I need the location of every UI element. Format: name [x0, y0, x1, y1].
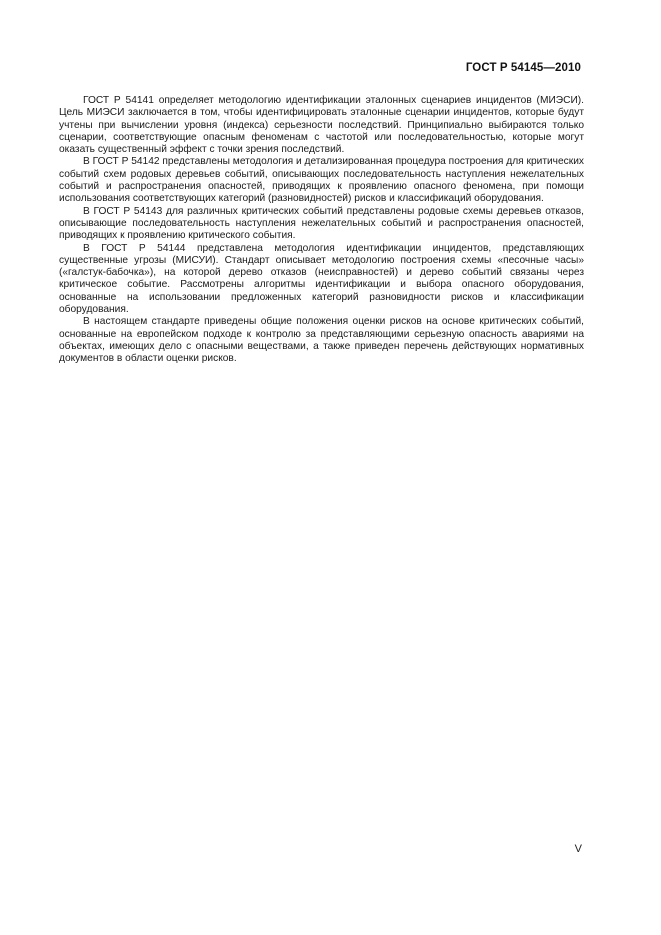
- paragraph-gost-54144: В ГОСТ Р 54144 представлена методология идентификации инцидентов, представляющих существенные угрозы (МИСУИ). Стандарт описывает методологию построения схемы «песочные часы» («галстук-бабочка»), на которой дерево отказов (неисправностей) и дерево событий связаны через критическое событие. Рассмотрены алгоритмы идентификации и выбора опасного оборудования, основанные на использовании предложенных категорий разновидности рисков и классификации оборудования.: [59, 242, 584, 316]
- page-number: V: [574, 843, 582, 855]
- paragraph-gost-54143: В ГОСТ Р 54143 для различных критических событий представлены родовые схемы деревьев отказов, описывающие последовательность наступления нежелательных событий и распространения опасностей, приводящих к проявлению критического события.: [59, 205, 584, 242]
- paragraph-gost-54141: ГОСТ Р 54141 определяет методологию идентификации эталонных сценариев инцидентов (МИЭСИ). Цель МИЭСИ заключается в том, чтобы идентифицировать эталонные сценарии инцидентов, которые будут учтены при вычислении уровня (индекса) серьезности последствий. Принципиально выбираются только сценарии, соответствующие опасным феноменам с частотой или последовательностью, которые могут оказать существенный эффект с точки зрения последствий.: [59, 95, 584, 156]
- paragraph-this-standard: В настоящем стандарте приведены общие положения оценки рисков на основе критических событий, основанные на европейском подходе к контролю за представляющими серьезную опасность авариями на объектах, имеющих дело с опасными веществами, а также приведен перечень действующих нормативных документов в области оценки рисков.: [59, 316, 584, 365]
- body-text: [59, 95, 584, 366]
- paragraph-gost-54142: В ГОСТ Р 54142 представлены методология и детализированная процедура построения для критических событий схем родовых деревьев событий, описывающих последовательность наступления нежелательных событий и распространения опасностей, приводящих к проявлению опасного феномена, при помощи использования соответствующих категорий (разновидностей) рисков и классификаций оборудования.: [59, 156, 584, 205]
- standard-header: ГОСТ Р 54145—2010: [465, 62, 581, 74]
